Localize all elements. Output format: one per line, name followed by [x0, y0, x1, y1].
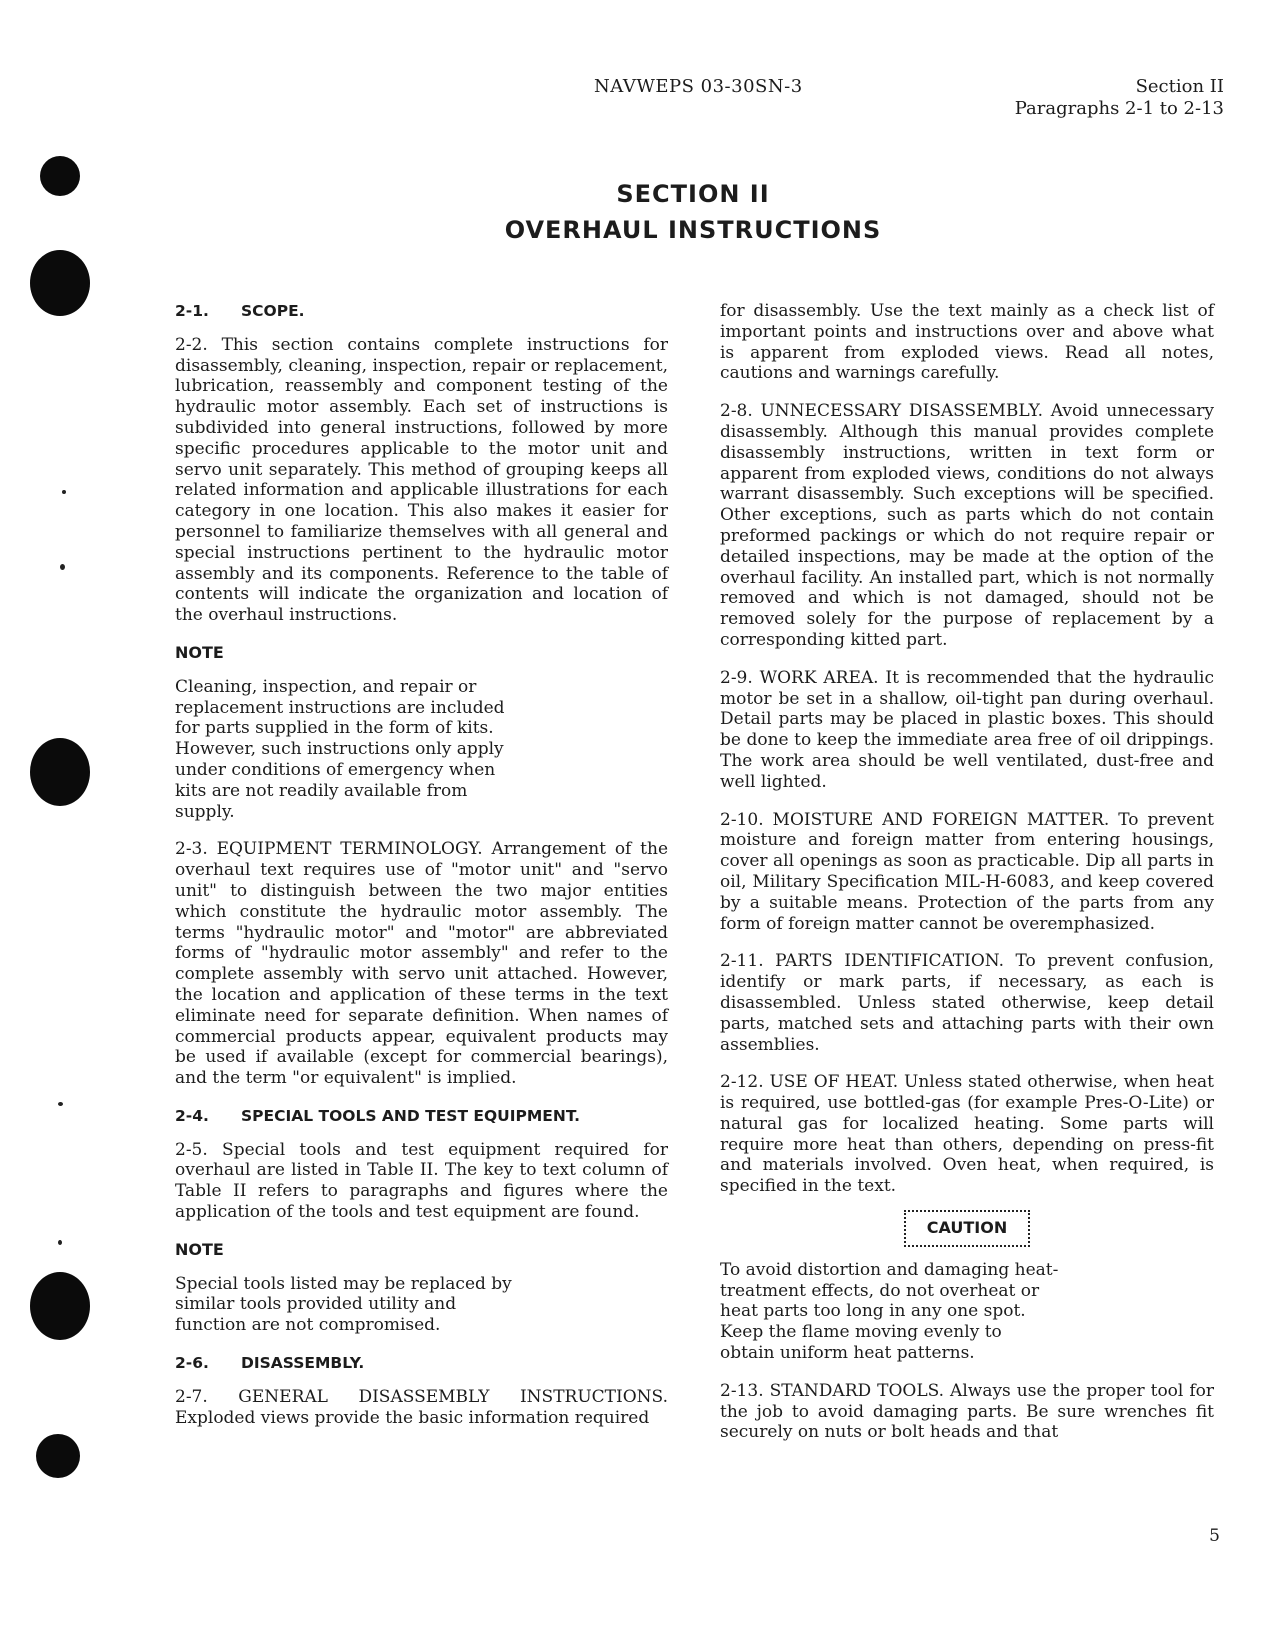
- note-body: Cleaning, inspection, and repair or replacement instructions are included for parts supplied in the form of kits. However, such instructions only apply under conditions of emergency when kits are not readily available from supply.: [175, 676, 505, 822]
- note-body: Special tools listed may be replaced by similar tools provided utility and function are not compromised.: [175, 1273, 512, 1336]
- section-number: Section II: [1135, 76, 1224, 97]
- subheading-number: 2-6.: [175, 1354, 209, 1373]
- subheading-special-tools: [175, 1106, 668, 1127]
- paragraph-2-10: 2-10. MOISTURE AND FOREIGN MATTER. To prevent moisture and foreign matter from entering housings, cover all openings as soon as practicable. Dip all parts in oil, Military Specification MIL-H-6083, and keep covered by a suitable means. Protection of the parts from any form of foreign matter cannot be overemphasized.: [720, 809, 1214, 934]
- section-reference: [1015, 76, 1224, 120]
- binder-hole: [30, 250, 90, 316]
- subheading-title: SPECIAL TOOLS AND TEST EQUIPMENT.: [241, 1106, 580, 1125]
- section-subtitle: OVERHAUL INSTRUCTIONS: [504, 216, 882, 244]
- paragraph-2-7: 2-7. GENERAL DISASSEMBLY INSTRUCTIONS. Exploded views provide the basic information required: [175, 1386, 668, 1428]
- subheading-number: 2-1.: [175, 302, 209, 320]
- scan-speck: [62, 490, 66, 494]
- paragraph-2-2: 2-2. This section contains complete instructions for disassembly, cleaning, inspection, repair or replacement, lubrication, reassembly and component testing of the hydraulic motor assembly. Each set of instructions is subdivided into general instructions, followed by more specific procedures applicable to the motor unit and servo unit separately. This method of grouping keeps all related information and applicable illustrations for each category in one location. This also makes it easier for personnel to familiarize themselves with all general and special instructions pertinent to the hydraulic motor assembly and its components. Reference to the table of contents will indicate the organization and location of the overhaul instructions.: [175, 334, 668, 626]
- section-title: SECTION II: [616, 180, 770, 208]
- paragraph-2-7-continued: for disassembly. Use the text mainly as a check list of important points and instructions over and above what is apparent from exploded views. Read all notes, cautions and warnings carefully.: [720, 301, 1214, 384]
- subheading-title: SCOPE.: [241, 302, 305, 320]
- subheading-scope: [175, 301, 668, 322]
- scan-speck: [58, 1102, 63, 1106]
- paragraph-range: Paragraphs 2-1 to 2-13: [1014, 98, 1224, 119]
- note-heading: NOTE: [175, 642, 224, 662]
- subheading-title: DISASSEMBLY.: [241, 1354, 365, 1373]
- left-column: [175, 301, 668, 1428]
- paragraph-2-12: 2-12. USE OF HEAT. Unless stated otherwise, when heat is required, use bottled-gas (for example Pres-O-Lite) or natural gas for localized heating. Some parts will require more heat than others, depending on press-fit and materials involved. Oven heat, when required, is specified in the text.: [720, 1072, 1214, 1197]
- paragraph-2-8: 2-8. UNNECESSARY DISASSEMBLY. Avoid unnecessary disassembly. Although this manual provides complete disassembly instructions, written in text form or apparent from exploded views, conditions do not always warrant disassembly. Such exceptions will be specified. Other exceptions, such as parts which do not contain preformed packings or which do not require repair or detailed inspections, may be made at the option of the overhaul facility. An installed part, which is not normally removed and which is not damaged, should not be removed solely for the purpose of replacement by a corresponding kitted part.: [720, 401, 1214, 650]
- paragraph-2-11: 2-11. PARTS IDENTIFICATION. To prevent confusion, identify or mark parts, if necessary, as each is disassembled. Unless stated otherwise, keep detail parts, matched sets and attaching parts with their own assemblies.: [720, 951, 1214, 1055]
- binder-hole: [30, 738, 90, 806]
- subheading-number: 2-4.: [175, 1106, 209, 1125]
- paragraph-2-9: 2-9. WORK AREA. It is recommended that the hydraulic motor be set in a shallow, oil-tight pan during overhaul. Detail parts may be placed in plastic boxes. This should be done to keep the immediate area free of oil drippings. The work area should be well ventilated, dust-free and well lighted.: [720, 667, 1214, 792]
- binder-hole: [30, 1272, 90, 1340]
- caution-body: To avoid distortion and damaging heat-treatment effects, do not overheat or heat parts too long in any one spot. Keep the flame moving evenly to obtain uniform heat patterns.: [720, 1259, 1059, 1364]
- paragraph-2-3: 2-3. EQUIPMENT TERMINOLOGY. Arrangement of the overhaul text requires use of "motor unit" and "servo unit" to distinguish between the two major entities which constitute the hydraulic motor assembly. The terms "hydraulic motor" and "motor" are abbreviated forms of "hydraulic motor assembly" and refer to the complete assembly with servo unit attached. However, the location and application of these terms in the text eliminate need for separate definition. When names of commercial products appear, equivalent products may be used if available (except for commercial bearings), and the term "or equivalent" is implied.: [175, 839, 668, 1089]
- document-id: NAVWEPS 03-30SN-3: [594, 76, 803, 97]
- paragraph-2-5: 2-5. Special tools and test equipment required for overhaul are listed in Table II. The key to text column of Table II refers to paragraphs and figures where the application of the tools and test equipment are found.: [175, 1139, 668, 1223]
- note-heading: NOTE: [175, 1239, 224, 1259]
- caution-heading: CAUTION: [904, 1210, 1030, 1247]
- right-column: [720, 301, 1214, 1443]
- paragraph-2-13: 2-13. STANDARD TOOLS. Always use the proper tool for the job to avoid damaging parts. Be sure wrenches fit securely on nuts or bolt heads and that: [720, 1380, 1214, 1443]
- binder-hole: [36, 1434, 80, 1478]
- page-number: 5: [1209, 1526, 1220, 1546]
- scan-speck: [58, 1240, 62, 1245]
- scan-speck: [60, 564, 65, 570]
- subheading-disassembly: [175, 1353, 668, 1374]
